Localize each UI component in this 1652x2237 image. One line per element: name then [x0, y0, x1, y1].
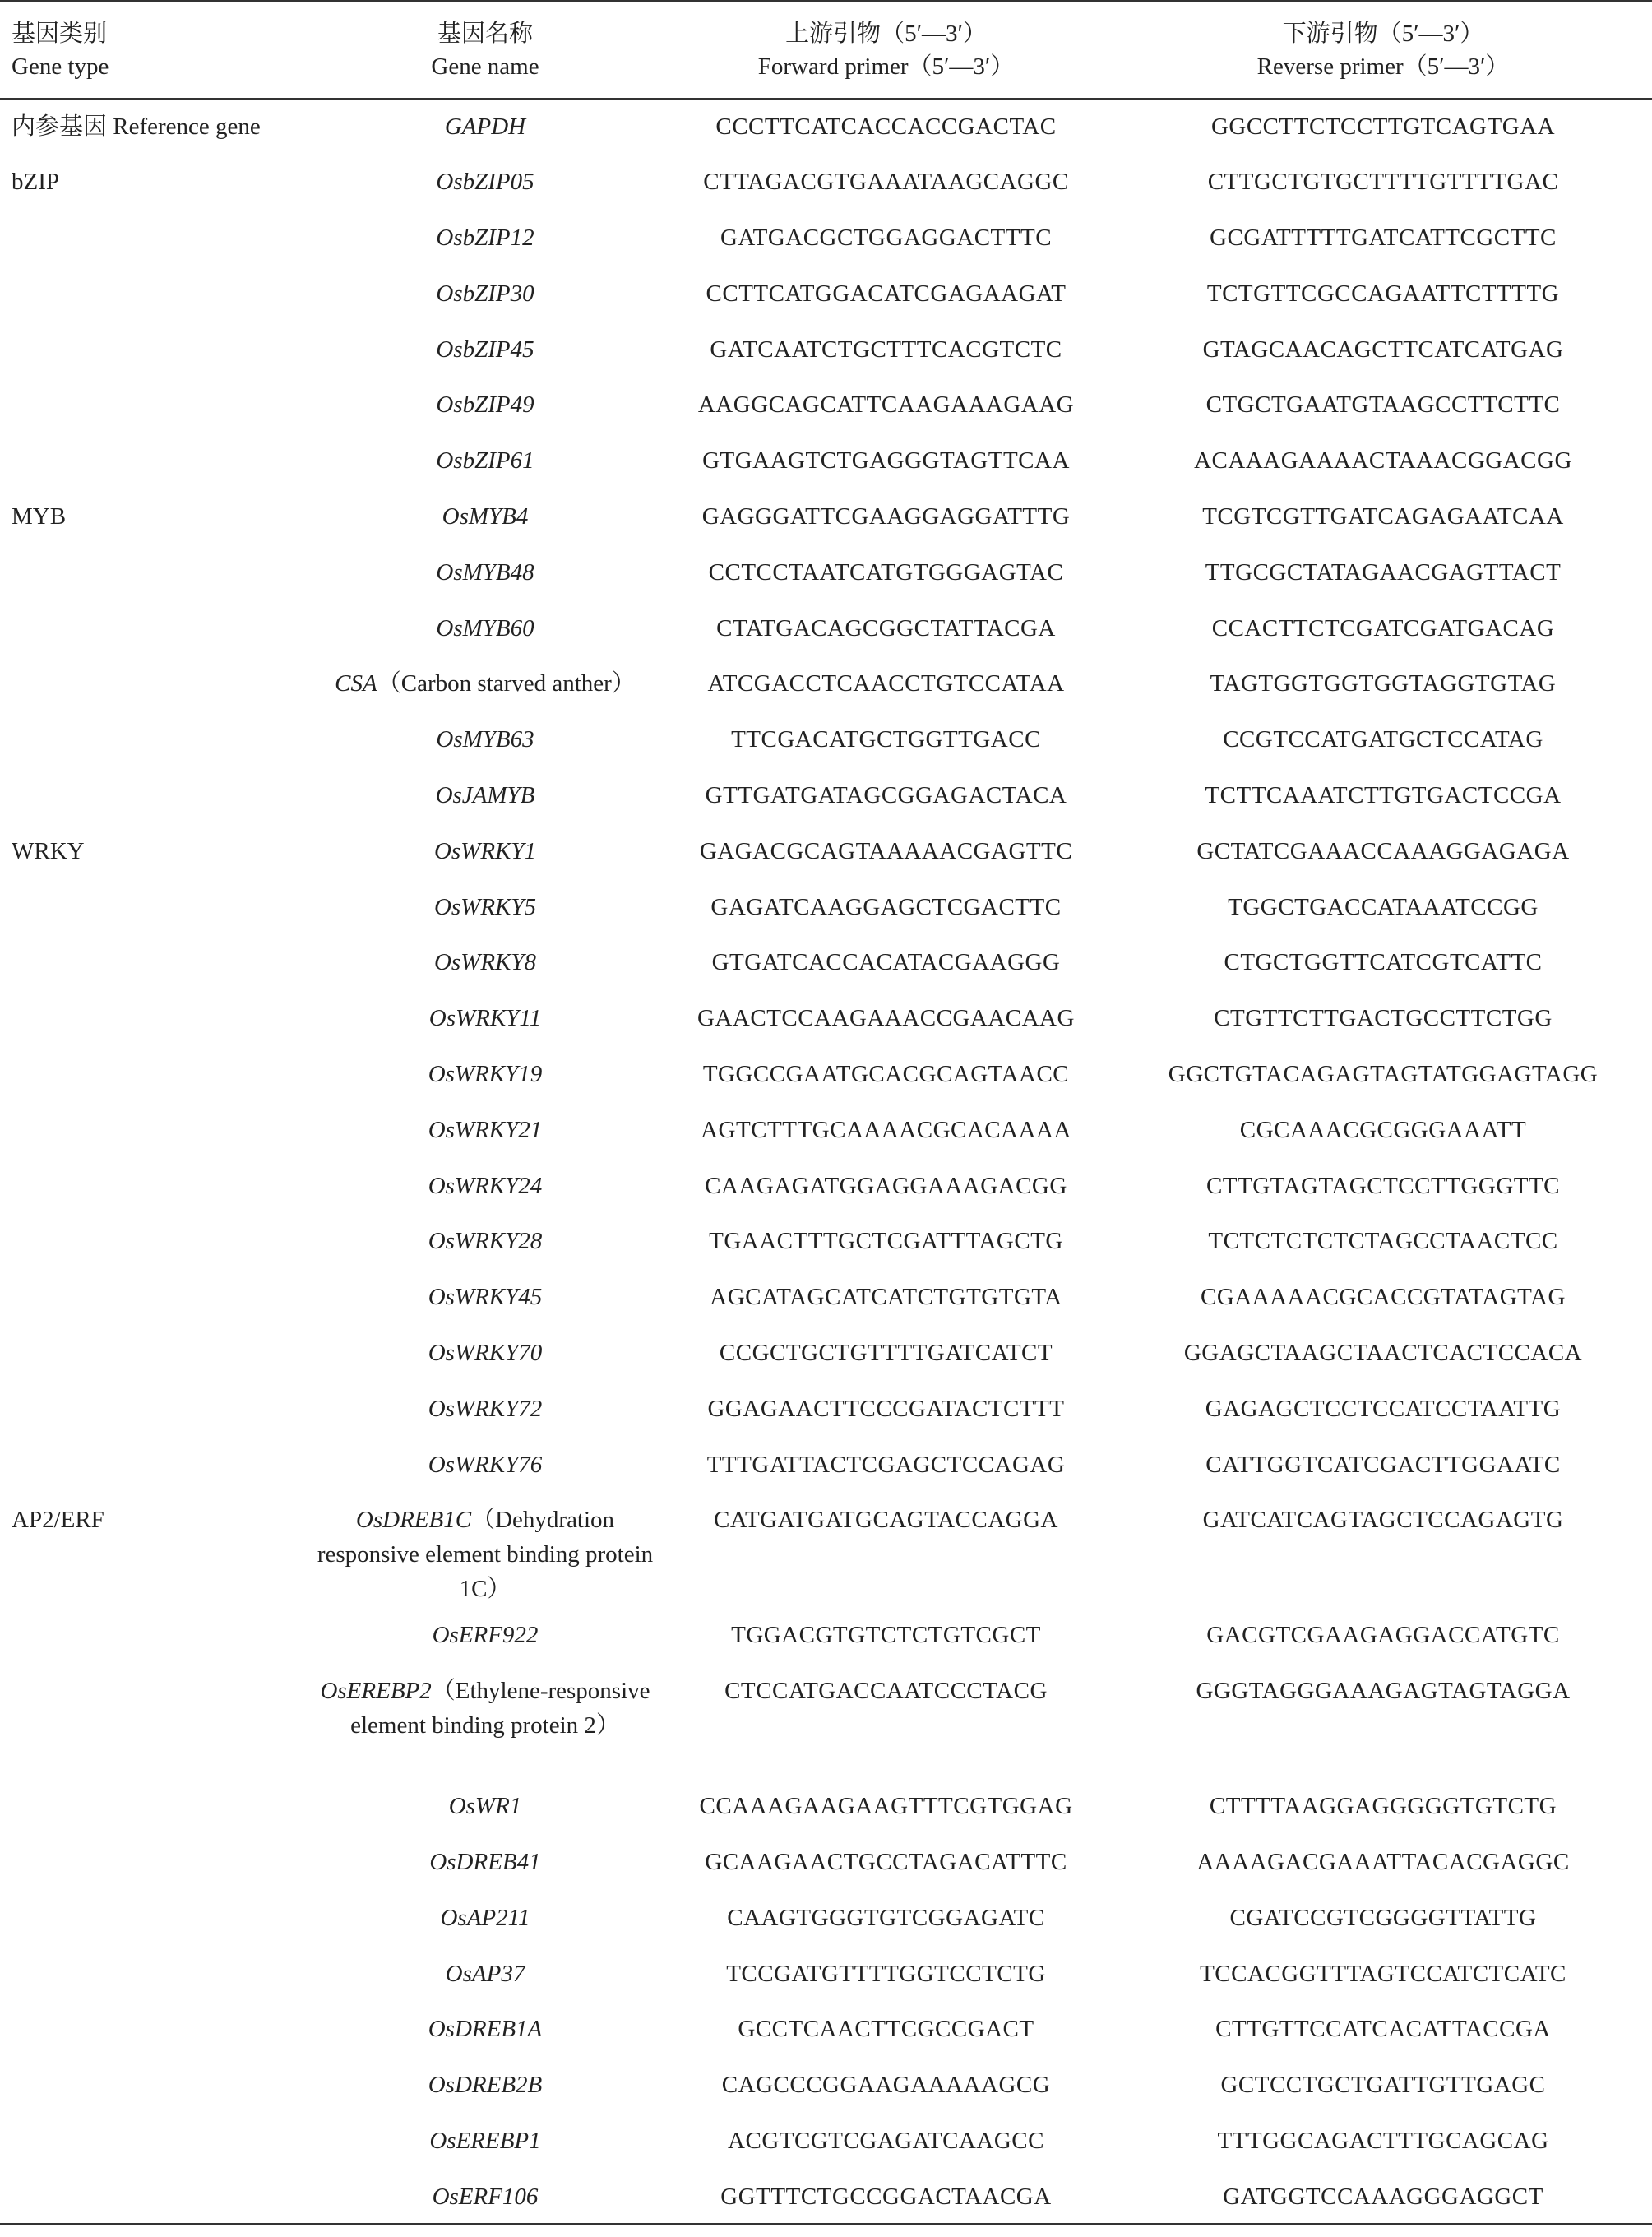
cell-reverse-primer: CTTGCTGTGCTTTTGTTTTGAC — [1207, 169, 1559, 196]
cell-reverse-primer: CTGTTCTTGACTGCCTTCTGG — [1214, 1005, 1553, 1032]
cell-gene-type — [0, 1102, 312, 1158]
header-reverse-primer — [1114, 2, 1652, 99]
gene-full-name: （Carbon starved anther） — [377, 670, 636, 697]
gene-symbol: OsWRKY8 — [433, 949, 537, 976]
cell-gene-name — [312, 2001, 658, 2057]
cell-reverse-primer: GATCATCAGTAGCTCCAGAGTG — [1202, 1507, 1564, 1534]
cell-forward-primer: TGAACTTTGCTCGATTTAGCTG — [709, 1228, 1063, 1255]
cell-gene-type: 内参基因 Reference gene — [12, 113, 261, 140]
cell-reverse-primer: TCTTCAAATCTTGTGACTCCGA — [1205, 782, 1562, 809]
cell-gene-name — [312, 2057, 658, 2113]
cell-gene-name — [312, 2169, 658, 2225]
cell-gene-type — [0, 2001, 312, 2057]
table-row — [0, 266, 1652, 322]
cell-gene-type — [0, 2169, 312, 2225]
cell-reverse-primer: CCGTCCATGATGCTCCATAG — [1223, 726, 1543, 753]
cell-gene-type — [0, 1046, 312, 1102]
gene-symbol: OsEREBP2 — [320, 1678, 432, 1705]
cell-gene-type: WRKY — [12, 837, 85, 864]
table-row — [0, 1158, 1652, 1214]
cell-gene-type — [0, 990, 312, 1046]
cell-gene-type — [0, 1158, 312, 1214]
cell-gene-name — [312, 266, 658, 322]
table-row — [0, 2169, 1652, 2225]
gene-symbol: OsMYB48 — [436, 558, 534, 586]
cell-forward-primer: CAGCCCGGAAGAAAAAGCG — [721, 2072, 1051, 2099]
gene-symbol: OsbZIP61 — [436, 447, 534, 475]
gene-symbol: OsDREB2B — [428, 2072, 543, 2099]
gene-symbol: OsWRKY1 — [433, 837, 537, 864]
cell-reverse-primer: GCTCCTGCTGATTGTTGAGC — [1220, 2072, 1546, 2099]
gene-full-name: （Dehydration responsive element binding protein 1C） — [317, 1507, 654, 1603]
cell-reverse-primer: CTGCTGAATGTAAGCCTTCTTC — [1205, 391, 1561, 419]
cell-gene-type — [0, 322, 312, 377]
cell-gene-name — [312, 879, 658, 935]
table-row — [0, 1437, 1652, 1493]
table-row — [0, 990, 1652, 1046]
cell-forward-primer: CCGCTGCTGTTTTGATCATCT — [719, 1340, 1053, 1367]
table-row — [0, 1778, 1652, 1834]
table-row — [0, 1381, 1652, 1437]
table-header — [0, 2, 1652, 99]
cell-reverse-primer: GGCTGTACAGAGTAGTATGGAGTAGG — [1168, 1061, 1599, 1088]
gene-symbol: OsDREB1C — [355, 1507, 472, 1534]
cell-forward-primer: ATCGACCTCAACCTGTCCATAA — [707, 670, 1065, 697]
cell-forward-primer: GCAAGAACTGCCTAGACATTTC — [705, 1849, 1067, 1876]
table-row — [0, 1607, 1652, 1663]
cell-gene-name — [312, 1158, 658, 1214]
cell-forward-primer: GTGAAGTCTGAGGGTAGTTCAA — [702, 447, 1070, 475]
cell-forward-primer: TGGCCGAATGCACGCAGTAACC — [702, 1061, 1070, 1088]
cell-gene-type: AP2/ERF — [12, 1507, 104, 1534]
cell-gene-type — [0, 1325, 312, 1381]
table-row — [0, 1046, 1652, 1102]
cell-gene-name — [312, 711, 658, 767]
cell-reverse-primer: CCACTTCTCGATCGATGACAG — [1211, 614, 1555, 641]
cell-forward-primer: GGTTTCTGCCGGACTAACGA — [658, 2169, 1114, 2225]
cell-gene-name — [312, 934, 658, 990]
table-row — [0, 711, 1652, 767]
gene-symbol: OsJAMYB — [435, 782, 535, 809]
table-row — [0, 2001, 1652, 2057]
table-row — [0, 1213, 1652, 1269]
cell-forward-primer: CCAAAGAAGAAGTTTCGTGGAG — [699, 1793, 1073, 1820]
cell-gene-name — [312, 1325, 658, 1381]
cell-forward-primer: CTTAGACGTGAAATAAGCAGGC — [703, 169, 1069, 196]
gene-symbol: OsAP211 — [440, 1904, 530, 1931]
table-row — [0, 544, 1652, 600]
gene-symbol: OsWRKY28 — [428, 1228, 543, 1255]
cell-reverse-primer: CGCAAACGCGGGAAATT — [1239, 1116, 1527, 1143]
cell-forward-primer: CAAGTGGGTGTCGGAGATC — [727, 1904, 1045, 1931]
cell-reverse-primer: GGAGCTAAGCTAACTCACTCCACA — [1183, 1340, 1583, 1367]
cell-forward-primer: ACGTCGTCGAGATCAAGCC — [728, 2128, 1044, 2154]
cell-gene-type — [0, 1381, 312, 1437]
gene-symbol: OsbZIP49 — [436, 391, 534, 419]
cell-gene-name — [312, 1046, 658, 1102]
cell-forward-primer: TGGACGTGTCTCTGTCGCT — [731, 1622, 1041, 1649]
table-row — [0, 1492, 1652, 1607]
table-row — [0, 1890, 1652, 1946]
table-row — [0, 433, 1652, 489]
cell-gene-name — [312, 1492, 658, 1607]
cell-gene-name — [312, 1946, 658, 2002]
cell-reverse-primer: CGATCCGTCGGGGTTATTG — [1229, 1904, 1537, 1931]
cell-reverse-primer: TCTGTTCGCCAGAATTCTTTTG — [1206, 280, 1560, 307]
cell-reverse-primer: GCGATTTTTGATCATTCGCTTC — [1210, 225, 1557, 252]
cell-reverse-primer: GATGGTCCAAAGGGAGGCT — [1114, 2169, 1652, 2225]
header-gene-name — [312, 2, 658, 99]
cell-forward-primer: TTCGACATGCTGGTTGACC — [731, 726, 1041, 753]
cell-gene-type — [0, 934, 312, 990]
cell-forward-primer: CTCCATGACCAATCCCTACG — [724, 1678, 1048, 1705]
cell-gene-name — [312, 1890, 658, 1946]
cell-gene-type — [0, 544, 312, 600]
gene-symbol: OsbZIP05 — [436, 169, 534, 196]
cell-forward-primer: GATCAATCTGCTTTCACGTCTC — [710, 336, 1062, 363]
cell-reverse-primer: TCTCTCTCTCTAGCCTAACTCC — [1208, 1228, 1558, 1255]
cell-gene-type — [0, 2113, 312, 2169]
cell-forward-primer: TTTGATTACTCGAGCTCCAGAG — [706, 1451, 1066, 1478]
cell-forward-primer: CCTTCATGGACATCGAGAAGAT — [706, 280, 1067, 307]
cell-gene-name — [312, 1269, 658, 1325]
header-gene-name-zh: 基因名称 — [437, 20, 533, 47]
cell-gene-type — [0, 711, 312, 767]
cell-forward-primer: AAGGCAGCATTCAAGAAAGAAG — [697, 391, 1075, 419]
cell-gene-name — [312, 1834, 658, 1890]
table-row — [0, 154, 1652, 210]
cell-gene-type — [0, 1778, 312, 1834]
table-row — [0, 377, 1652, 433]
gene-symbol: OsEREBP1 — [429, 2128, 541, 2154]
table-row — [0, 210, 1652, 266]
gene-symbol: OsDREB41 — [429, 1849, 541, 1876]
table-row — [0, 934, 1652, 990]
cell-reverse-primer: TGGCTGACCATAAATCCGG — [1228, 893, 1539, 920]
cell-gene-name — [312, 2113, 658, 2169]
cell-gene-name — [312, 489, 658, 544]
cell-gene-type — [0, 767, 312, 823]
cell-forward-primer: AGTCTTTGCAAAACGCACAAAA — [701, 1116, 1071, 1143]
header-forward-primer-en: Forward primer（5′—3′） — [757, 53, 1015, 80]
cell-gene-name — [312, 210, 658, 266]
table-body — [0, 99, 1652, 2225]
table-row — [0, 823, 1652, 879]
cell-reverse-primer: CTTGTTCCATCACATTACCGA — [1215, 2016, 1551, 2043]
cell-gene-name — [312, 322, 658, 377]
cell-gene-name — [312, 99, 658, 155]
cell-forward-primer: GCCTCAACTTCGCCGACT — [738, 2016, 1034, 2043]
cell-reverse-primer: CTGCTGGTTCATCGTCATTC — [1224, 949, 1543, 976]
header-forward-primer-zh: 上游引物（5′—3′） — [785, 20, 987, 47]
cell-reverse-primer: CGAAAAACGCACCGTATAGTAG — [1201, 1284, 1566, 1311]
table-row — [0, 1325, 1652, 1381]
header-gene-type-zh: 基因类别 — [12, 20, 108, 47]
cell-gene-type — [0, 2057, 312, 2113]
header-forward-primer — [658, 2, 1114, 99]
cell-reverse-primer: TCCACGGTTTAGTCCATCTCATC — [1200, 1960, 1566, 1987]
cell-forward-primer: AGCATAGCATCATCTGTGTGTA — [710, 1284, 1062, 1311]
gene-symbol: OsDREB1A — [428, 2016, 543, 2043]
gene-symbol: OsbZIP45 — [436, 336, 534, 363]
cell-reverse-primer: CTTTTAAGGAGGGGGTGTCTG — [1209, 1793, 1557, 1820]
cell-gene-name — [312, 1663, 658, 1778]
gene-symbol: OsMYB63 — [436, 726, 534, 753]
cell-reverse-primer: TCGTCGTTGATCAGAGAATCAA — [1202, 503, 1564, 530]
cell-gene-type — [0, 266, 312, 322]
table-row — [0, 879, 1652, 935]
cell-forward-primer: CTATGACAGCGGCTATTACGA — [716, 614, 1056, 641]
gene-symbol: OsWRKY70 — [428, 1340, 543, 1367]
cell-forward-primer: GAGACGCAGTAAAAACGAGTTC — [699, 837, 1073, 864]
cell-reverse-primer: GACGTCGAAGAGGACCATGTC — [1206, 1622, 1560, 1649]
header-reverse-primer-en: Reverse primer（5′—3′） — [1256, 53, 1510, 80]
cell-forward-primer: GTGATCACCACATACGAAGGG — [711, 949, 1061, 976]
cell-gene-name — [312, 1213, 658, 1269]
cell-reverse-primer: AAAAGACGAAATTACACGAGGC — [1196, 1849, 1570, 1876]
gene-symbol: OsMYB60 — [436, 614, 534, 641]
cell-gene-name — [312, 433, 658, 489]
table-row — [0, 1269, 1652, 1325]
gene-symbol: OsWR1 — [448, 1793, 522, 1820]
table-row — [0, 1663, 1652, 1778]
cell-forward-primer: GAGGGATTCGAAGGAGGATTTG — [701, 503, 1071, 530]
cell-reverse-primer: GCTATCGAAACCAAAGGAGAGA — [1196, 837, 1570, 864]
cell-forward-primer: GAACTCCAAGAAACCGAACAAG — [697, 1005, 1075, 1032]
gene-symbol: OsERF106 — [432, 2183, 539, 2210]
cell-reverse-primer: TTTGGCAGACTTTGCAGCAG — [1217, 2128, 1549, 2154]
table-row — [0, 1834, 1652, 1890]
gene-symbol: OsMYB4 — [442, 503, 529, 530]
gene-symbol: OsWRKY11 — [428, 1005, 542, 1032]
cell-gene-type — [0, 655, 312, 711]
cell-gene-name — [312, 767, 658, 823]
cell-reverse-primer: GAGAGCTCCTCCATCCTAATTG — [1205, 1395, 1562, 1422]
header-reverse-primer-zh: 下游引物（5′—3′） — [1282, 20, 1484, 47]
cell-gene-type — [0, 1607, 312, 1663]
gene-symbol: OsWRKY45 — [428, 1284, 543, 1311]
cell-gene-type — [0, 1437, 312, 1493]
gene-symbol: OsAP37 — [445, 1960, 525, 1987]
gene-symbol: OsWRKY5 — [433, 893, 537, 920]
table-row — [0, 1946, 1652, 2002]
gene-symbol: OsERF922 — [432, 1622, 539, 1649]
cell-reverse-primer: ACAAAGAAAACTAAACGGACGG — [1194, 447, 1572, 475]
gene-symbol: CSA — [335, 670, 377, 697]
table-row — [0, 1102, 1652, 1158]
cell-gene-name — [312, 655, 658, 711]
table-row — [0, 767, 1652, 823]
table-row — [0, 600, 1652, 656]
cell-gene-name — [312, 1102, 658, 1158]
cell-reverse-primer: CTTGTAGTAGCTCCTTGGGTTC — [1205, 1172, 1561, 1199]
cell-gene-type: bZIP — [12, 169, 59, 196]
gene-symbol: OsWRKY76 — [428, 1451, 543, 1478]
cell-reverse-primer: GGGTAGGGAAAGAGTAGTAGGA — [1196, 1678, 1571, 1705]
cell-forward-primer: GATGACGCTGGAGGACTTTC — [720, 225, 1053, 252]
table-row — [0, 489, 1652, 544]
cell-reverse-primer: TAGTGGTGGTGGTAGGTGTAG — [1210, 670, 1557, 697]
cell-gene-type: MYB — [12, 503, 67, 530]
cell-forward-primer: TCCGATGTTTTGGTCCTCTG — [726, 1960, 1046, 1987]
table-row — [0, 322, 1652, 377]
table-row — [0, 2113, 1652, 2169]
cell-reverse-primer: CATTGGTCATCGACTTGGAATC — [1205, 1451, 1561, 1478]
gene-symbol: OsbZIP12 — [436, 225, 534, 252]
cell-gene-type — [0, 1213, 312, 1269]
cell-gene-name — [312, 823, 658, 879]
header-row — [0, 2, 1652, 99]
cell-gene-type — [0, 433, 312, 489]
cell-gene-name — [312, 544, 658, 600]
cell-reverse-primer: TTGCGCTATAGAACGAGTTACT — [1205, 558, 1562, 586]
cell-forward-primer: CAAGAGATGGAGGAAAGACGG — [705, 1172, 1067, 1199]
cell-forward-primer: CCTCCTAATCATGTGGGAGTAC — [708, 558, 1064, 586]
cell-gene-type — [0, 600, 312, 656]
table-row — [0, 2057, 1652, 2113]
gene-symbol: OsWRKY19 — [428, 1061, 543, 1088]
header-gene-type — [0, 2, 312, 99]
table-row — [0, 655, 1652, 711]
cell-gene-name — [312, 1381, 658, 1437]
cell-gene-type — [0, 1269, 312, 1325]
cell-reverse-primer: GGCCTTCTCCTTGTCAGTGAA — [1210, 113, 1556, 140]
table-row — [0, 99, 1652, 155]
cell-gene-type — [0, 210, 312, 266]
cell-reverse-primer: GTAGCAACAGCTTCATCATGAG — [1202, 336, 1564, 363]
cell-gene-name — [312, 990, 658, 1046]
cell-gene-name — [312, 1437, 658, 1493]
gene-full-name: （Ethylene-responsive element binding protein 2） — [350, 1678, 650, 1739]
cell-gene-name — [312, 1607, 658, 1663]
gene-symbol: OsWRKY72 — [428, 1395, 543, 1422]
header-gene-type-en: Gene type — [12, 53, 109, 80]
gene-symbol: OsWRKY21 — [428, 1116, 543, 1143]
cell-gene-name — [312, 377, 658, 433]
cell-gene-type — [0, 1834, 312, 1890]
cell-gene-type — [0, 1663, 312, 1778]
cell-gene-name — [312, 154, 658, 210]
cell-gene-name — [312, 1778, 658, 1834]
cell-gene-type — [0, 1946, 312, 2002]
cell-forward-primer: GGAGAACTTCCCGATACTCTTT — [707, 1395, 1065, 1422]
cell-forward-primer: CATGATGATGCAGTACCAGGA — [713, 1507, 1059, 1534]
cell-gene-type — [0, 377, 312, 433]
cell-forward-primer: GAGATCAAGGAGCTCGACTTC — [710, 893, 1062, 920]
gene-symbol: OsbZIP30 — [436, 280, 534, 307]
cell-gene-name — [312, 600, 658, 656]
cell-gene-type — [0, 1890, 312, 1946]
gene-symbol: GAPDH — [444, 113, 526, 140]
cell-gene-type — [0, 879, 312, 935]
cell-forward-primer: GTTGATGATAGCGGAGACTACA — [705, 782, 1067, 809]
cell-forward-primer: CCCTTCATCACCACCGACTAC — [715, 113, 1057, 140]
gene-symbol: OsWRKY24 — [428, 1172, 543, 1199]
header-gene-name-en: Gene name — [431, 53, 539, 80]
